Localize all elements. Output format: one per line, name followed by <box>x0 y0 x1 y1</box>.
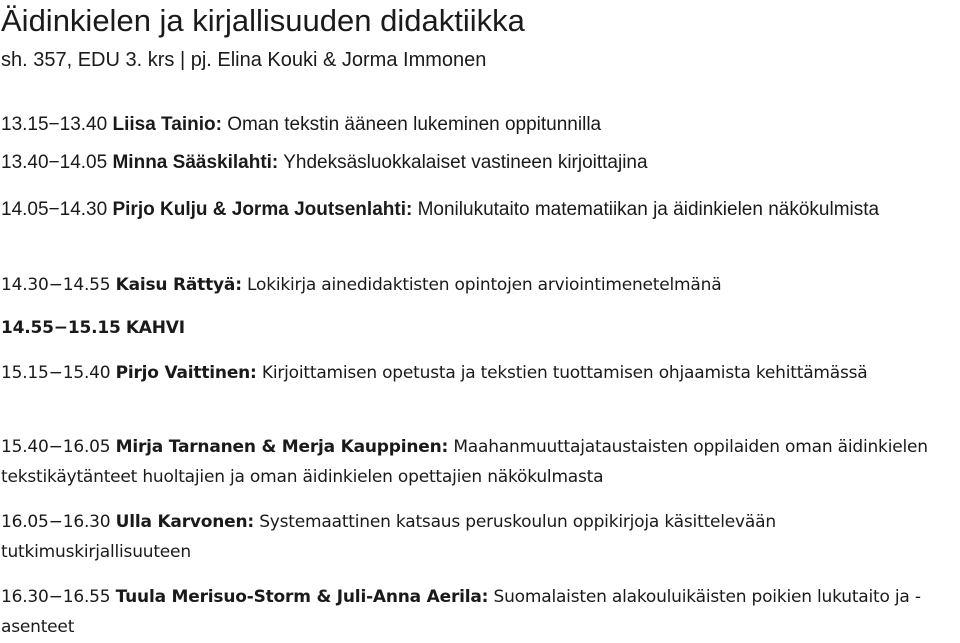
speaker-name: Pirjo Kulju & Jorma Joutsenlahti: <box>112 199 413 220</box>
talk-topic: Maahanmuuttajataustaisten oppilaiden oman äidinkielen tekstikäytänteet huoltajien ja oman äidinkielen opettajien näkökulmasta <box>1 437 928 487</box>
speaker-name: Ulla Karvonen: <box>115 512 254 532</box>
speaker-name: Pirjo Vaittinen: <box>115 363 257 383</box>
talk-topic: Lokikirja ainedidaktisten opintojen arviointimenetelmänä <box>247 275 722 295</box>
speaker-name: Tuula Merisuo-Storm & Juli-Anna Aerila: <box>115 587 489 607</box>
program-time: 15.40−16.05 <box>1 437 111 457</box>
speaker-name: Kaisu Rättyä: <box>115 275 242 295</box>
talk-topic: Kirjoittamisen opetusta ja tekstien tuottamisen ohjaamista kehittämässä <box>261 363 868 383</box>
program-time: 14.05−14.30 <box>1 199 108 220</box>
program-item <box>1 432 959 492</box>
program-time: 13.15−13.40 <box>1 114 108 135</box>
break-label: KAHVI <box>125 318 185 338</box>
page-title: Äidinkielen ja kirjallisuuden didaktiikka <box>1 3 525 38</box>
speaker-name: Liisa Tainio: <box>112 114 222 135</box>
talk-topic: Oman tekstin ääneen lukeminen oppitunnilla <box>227 114 602 135</box>
talk-topic: Yhdeksäsluokkalaiset vastineen kirjoittajina <box>283 152 648 173</box>
program-item <box>1 270 959 300</box>
program-time: 16.05−16.30 <box>1 512 111 532</box>
speaker-name: Mirja Tarnanen & Merja Kauppinen: <box>115 437 449 457</box>
program-item <box>1 110 959 140</box>
program-item <box>1 358 959 388</box>
program-item <box>1 582 959 642</box>
talk-topic: Monilukutaito matematiikan ja äidinkielen näkökulmista <box>417 199 880 220</box>
program-time: 13.40−14.05 <box>1 152 108 173</box>
program-time: 16.30−16.55 <box>1 587 111 607</box>
session-info: sh. 357, EDU 3. krs | pj. Elina Kouki & Jorma Immonen <box>1 49 487 71</box>
program-time: 14.55−15.15 <box>1 318 121 338</box>
program-time: 15.15−15.40 <box>1 363 111 383</box>
program-item <box>1 195 959 225</box>
program-item <box>1 148 959 178</box>
speaker-name: Minna Sääskilahti: <box>112 152 279 173</box>
talk-topic: Systemaattinen katsaus peruskoulun oppikirjoja käsittelevään tutkimuskirjallisuuteen <box>1 512 776 562</box>
coffee-break-item <box>1 313 959 343</box>
program-item <box>1 507 959 567</box>
program-time: 14.30−14.55 <box>1 275 111 295</box>
talk-topic: Suomalaisten alakouluikäisten poikien lukutaito ja -asenteet <box>1 587 921 637</box>
